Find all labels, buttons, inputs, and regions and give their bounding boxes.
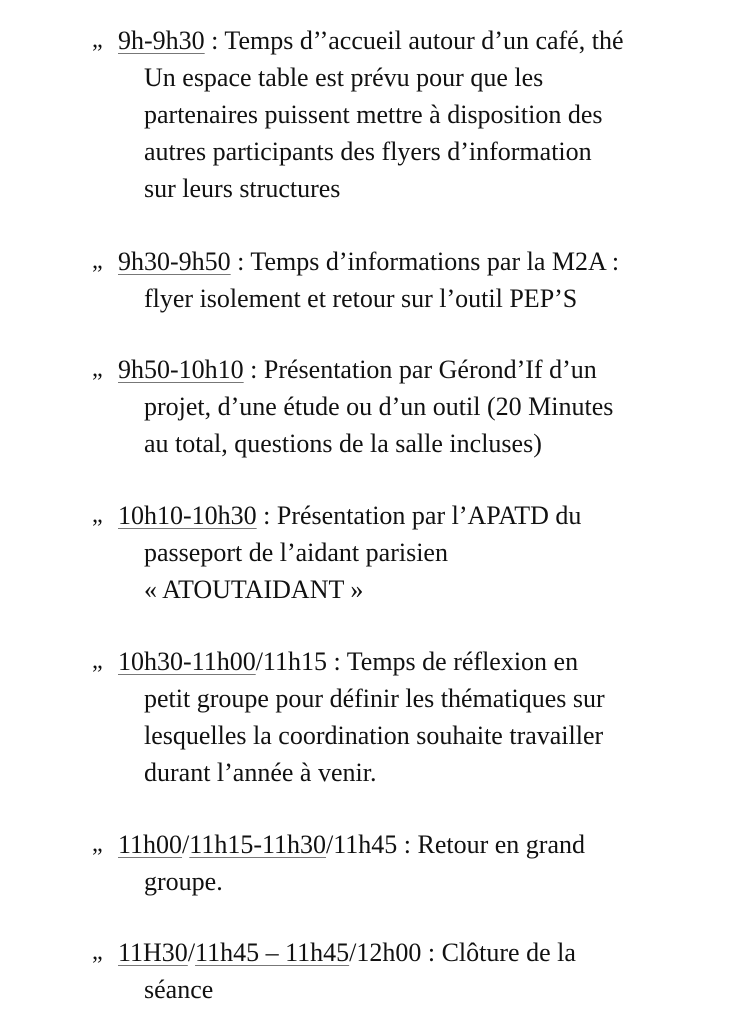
agenda-item-detail: flyer isolement et retour sur l’outil PEP’S xyxy=(144,284,578,313)
agenda-item-detail: « ATOUTAIDANT » xyxy=(144,575,364,604)
bullet-icon: „ xyxy=(92,27,103,53)
time-range: 11h00 xyxy=(118,830,183,859)
agenda-item xyxy=(0,934,750,1008)
agenda-item xyxy=(0,351,750,462)
agenda-item xyxy=(0,243,750,317)
agenda-item xyxy=(0,497,750,608)
time-range: 11h15-11h30 xyxy=(189,830,327,859)
agenda-item-title: : Clôture de la xyxy=(421,938,576,967)
agenda-item-title: : Présentation par Gérond’If d’un xyxy=(243,355,597,384)
agenda-item-title: : Présentation par l’APATD du xyxy=(256,501,582,530)
bullet-icon: „ xyxy=(92,502,103,528)
time-range: 11h45 – 11h45 xyxy=(195,938,350,967)
time-range-suffix: /11h15 xyxy=(255,647,327,676)
agenda-item-title: : Temps d’’accueil autour d’un café, thé xyxy=(204,26,624,55)
agenda-item-title: : Temps d’informations par la M2A : xyxy=(230,247,620,276)
time-range: 10h10-10h30 xyxy=(118,501,257,530)
agenda-item-heading xyxy=(0,497,750,534)
time-range-suffix: /12h00 xyxy=(349,938,422,967)
agenda-item-title: : Retour en grand xyxy=(397,830,586,859)
bullet-icon: „ xyxy=(92,248,103,274)
agenda-item xyxy=(0,643,750,791)
agenda-item-detail: séance xyxy=(144,975,214,1004)
agenda-item-detail: lesquelles la coordination souhaite travailler xyxy=(144,721,604,750)
bullet-icon: „ xyxy=(92,831,103,857)
time-range-suffix: /11h45 xyxy=(326,830,398,859)
time-range: 11H30 xyxy=(118,938,188,967)
bullet-icon: „ xyxy=(92,356,103,382)
agenda-item xyxy=(0,22,750,207)
agenda-item-detail: durant l’année à venir. xyxy=(144,758,377,787)
agenda-item-heading xyxy=(0,351,750,388)
time-range: 10h30-11h00 xyxy=(118,647,256,676)
agenda-item-detail: petit groupe pour définir les thématiques sur xyxy=(144,684,605,713)
agenda-item-heading xyxy=(0,243,750,280)
time-range: 9h50-10h10 xyxy=(118,355,244,384)
agenda-item-detail: sur leurs structures xyxy=(144,174,341,203)
agenda-item-detail: projet, d’une étude ou d’un outil (20 Minutes xyxy=(144,392,614,421)
agenda-item-heading xyxy=(0,643,750,680)
agenda-item xyxy=(0,826,750,900)
agenda-item-detail: passeport de l’aidant parisien xyxy=(144,538,448,567)
agenda-item-detail: partenaires puissent mettre à disposition des xyxy=(144,100,603,129)
time-range: 9h-9h30 xyxy=(118,26,205,55)
bullet-icon: „ xyxy=(92,939,103,965)
bullet-icon: „ xyxy=(92,648,103,674)
agenda-item-heading xyxy=(0,22,750,59)
time-separator: / xyxy=(182,830,190,859)
agenda-item-detail: groupe. xyxy=(144,867,223,896)
time-range: 9h30-9h50 xyxy=(118,247,231,276)
agenda-item-heading xyxy=(0,934,750,971)
agenda-item-heading xyxy=(0,826,750,863)
agenda-item-title: : Temps de réflexion en xyxy=(326,647,579,676)
agenda-item-detail: au total, questions de la salle incluses) xyxy=(144,429,542,458)
agenda-item-detail: autres participants des flyers d’information xyxy=(144,137,592,166)
time-separator: / xyxy=(187,938,196,967)
agenda-item-detail: Un espace table est prévu pour que les xyxy=(144,63,544,92)
